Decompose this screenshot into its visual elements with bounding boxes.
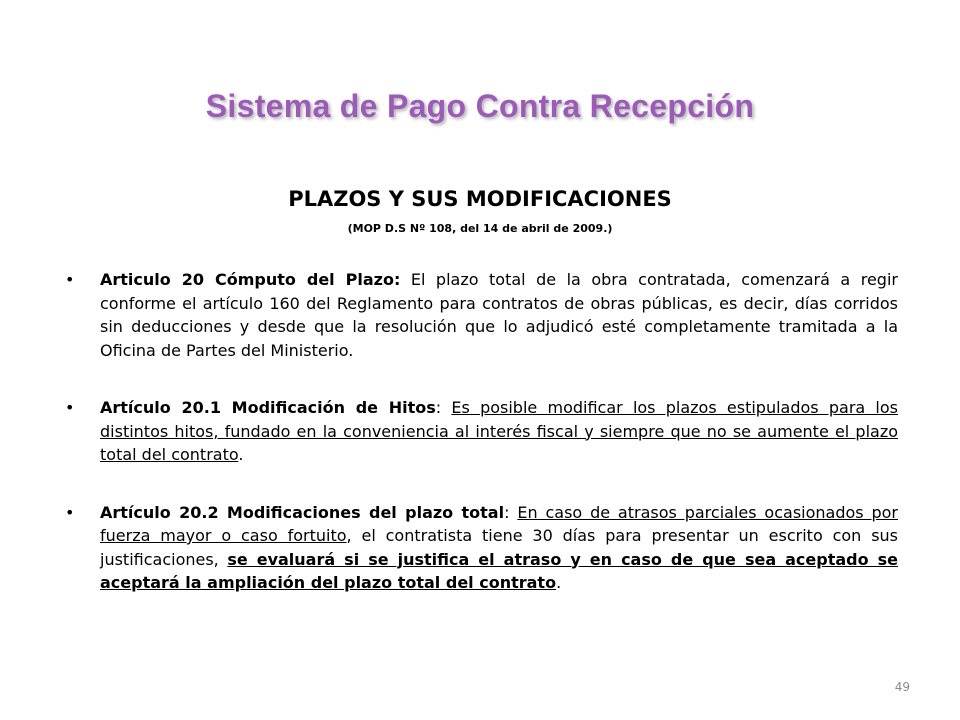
bullet-icon: • bbox=[65, 398, 75, 417]
article-label: Artículo 20.1 Modificación de Hitos bbox=[100, 398, 436, 417]
article-underlined-text: En caso de atrasos parciales ocasionados por fuerza mayor o caso fortuito bbox=[100, 502, 899, 545]
article-label: Artículo 20.2 Modificaciones del plazo total bbox=[100, 502, 505, 522]
article-text: El plazo total de la obra contratada, comenzará a regir conforme el artículo 160 del Reglamento para contratos de obras públicas, es decir, días corridos sin deducciones y desde que la resolución que lo adjudicó esté completamente tramitada a la Oficina de Partes del Ministerio. bbox=[100, 270, 898, 360]
article-bold-underlined-text: se evaluará si se justifica el atraso y en caso de que sea aceptado se aceptará la ampliación del plazo total del contrato bbox=[100, 549, 899, 592]
article-end: . bbox=[556, 573, 562, 592]
article-label: Articulo 20 Cómputo del Plazo: bbox=[100, 270, 401, 289]
article-end: . bbox=[238, 445, 244, 464]
article-item bbox=[60, 501, 898, 595]
article-separator: : bbox=[435, 398, 452, 417]
page-number: 49 bbox=[894, 680, 910, 694]
article-underlined-text: Es posible modificar los plazos estipulados para los distintos hitos, fundado en la conveniencia al interés fiscal y siempre que no se aumente el plazo total del contrato bbox=[100, 398, 899, 464]
article-item bbox=[60, 268, 898, 362]
article-text: , el contratista tiene 30 días para presentar un escrito con sus justificaciones, bbox=[100, 526, 899, 569]
slide-title: Sistema de Pago Contra Recepción bbox=[205, 88, 755, 124]
article-item bbox=[60, 396, 898, 467]
article-list bbox=[60, 268, 898, 629]
bullet-icon: • bbox=[65, 270, 75, 289]
bullet-icon: • bbox=[65, 502, 75, 522]
section-heading: PLAZOS Y SUS MODIFICACIONES bbox=[288, 187, 672, 211]
section-subheading: (MOP D.S Nº 108, del 14 de abril de 2009.) bbox=[347, 222, 613, 235]
article-separator: : bbox=[504, 502, 518, 522]
